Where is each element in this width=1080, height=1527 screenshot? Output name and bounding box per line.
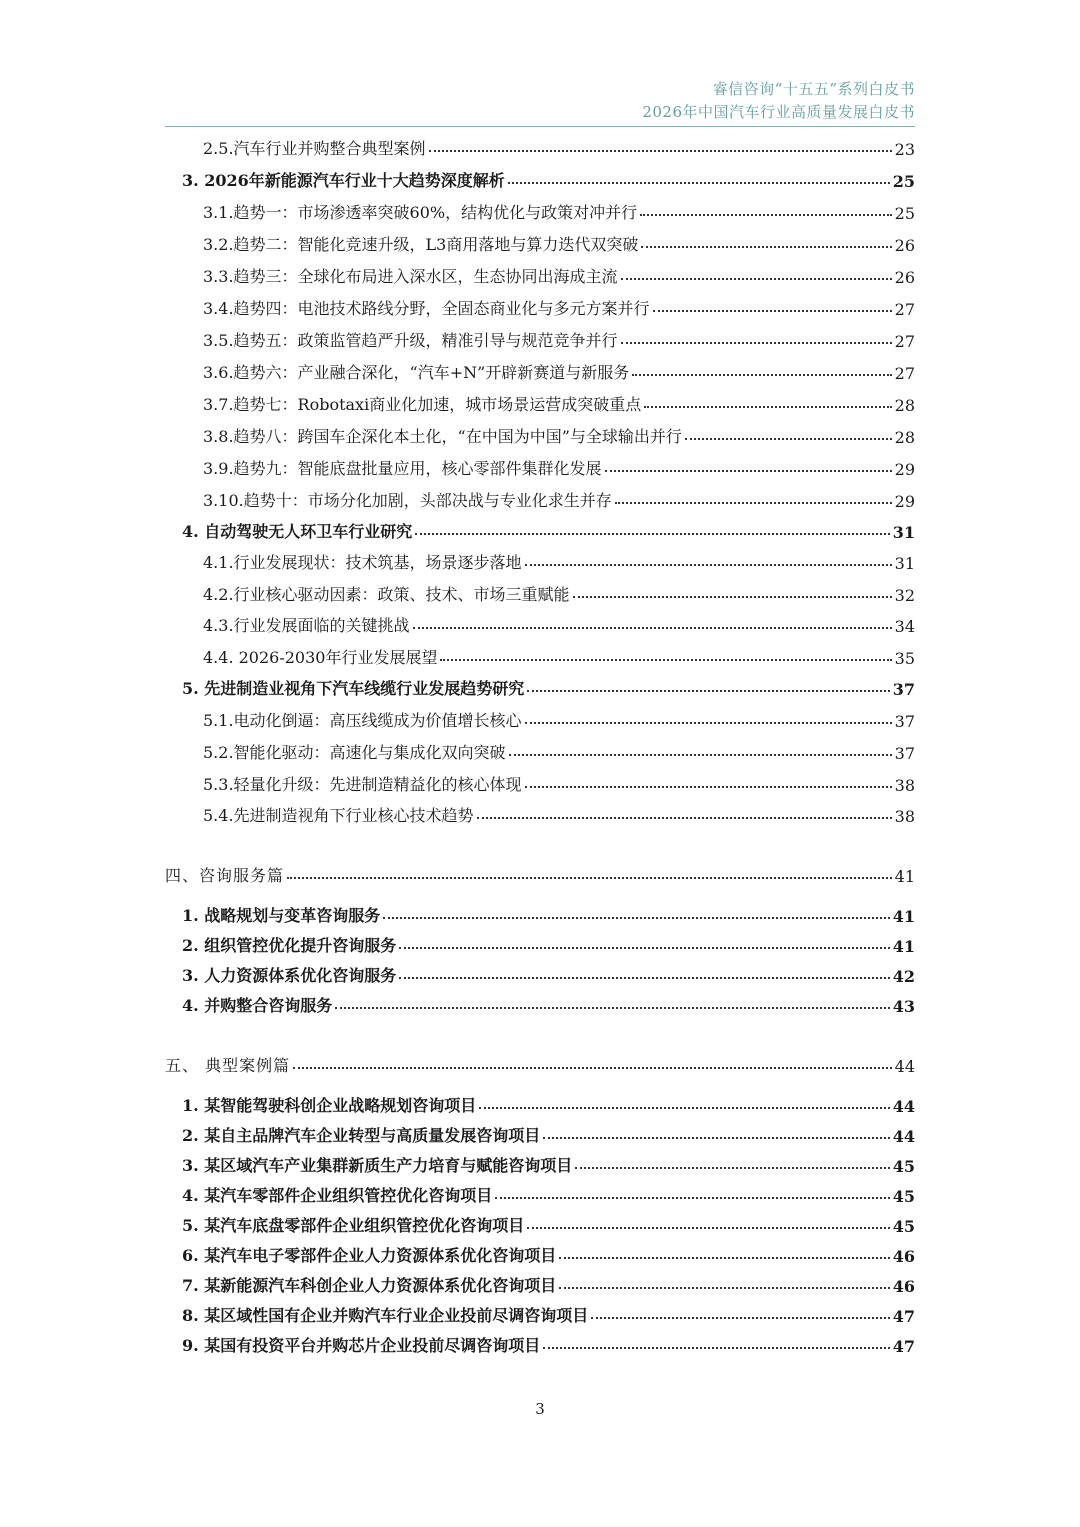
toc-entry-page: 29 (894, 492, 915, 511)
toc-entry-title: 4.2.行业核心驱动因素：政策、技术、市场三重赋能 (203, 585, 570, 604)
header-divider (165, 126, 915, 127)
toc-entry[interactable] (182, 1238, 915, 1266)
toc-entry-title: 5.2.智能化驱动：高速化与集成化双向突破 (203, 743, 506, 762)
toc-entry-page: 26 (894, 236, 915, 255)
toc-dot-leader (440, 659, 891, 661)
toc-entry-page: 31 (894, 554, 915, 573)
toc-entry-page: 35 (894, 649, 915, 668)
toc-entry-title: 3.5.趋势五：政策监管趋严升级，精准引导与规范竞争并行 (203, 331, 618, 350)
toc-dot-leader (615, 502, 892, 504)
toc-entry[interactable] (203, 387, 915, 415)
toc-entry[interactable] (203, 767, 915, 795)
toc-dot-leader (429, 150, 892, 152)
toc-entry-title: 5. 先进制造业视角下汽车线缆行业发展趋势研究 (182, 679, 525, 698)
toc-entry[interactable] (203, 798, 915, 826)
toc-entry[interactable] (203, 608, 915, 636)
toc-entry-title: 4. 并购整合咨询服务 (182, 996, 333, 1015)
toc-dot-leader (641, 246, 891, 248)
toc-dot-leader (525, 722, 892, 724)
toc-entry[interactable] (182, 514, 915, 542)
toc-entry[interactable] (203, 323, 915, 351)
toc-entry[interactable] (182, 928, 915, 956)
toc-entry-title: 4.3.行业发展面临的关键挑战 (203, 616, 410, 635)
toc-entry[interactable] (182, 898, 915, 926)
toc-entry-page: 38 (894, 807, 915, 826)
toc-entry-page: 45 (892, 1187, 915, 1206)
toc-entry-title: 6. 某汽车电子零部件企业人力资源体系优化咨询项目 (182, 1246, 557, 1265)
toc-dot-leader (399, 977, 889, 979)
toc-entry-title: 3.3.趋势三：全球化布局进入深水区，生态协同出海成主流 (203, 267, 618, 286)
toc-entry-title: 3. 某区域汽车产业集群新质生产力培育与赋能咨询项目 (182, 1156, 573, 1175)
toc-dot-leader (479, 1107, 889, 1109)
toc-entry-title: 3.6.趋势六：产业融合深化，“汽车+N”开辟新赛道与新服务 (203, 363, 630, 382)
toc-entry-title: 3.9.趋势九：智能底盘批量应用，核心零部件集群化发展 (203, 459, 602, 478)
toc-entry[interactable] (203, 195, 915, 223)
toc-entry-page: 41 (892, 937, 915, 956)
toc-entry-title: 4.1.行业发展现状：技术筑基，场景逐步落地 (203, 553, 522, 572)
page-number: 3 (535, 1400, 545, 1418)
toc-entry-page: 34 (894, 617, 915, 636)
toc-entry[interactable] (203, 355, 915, 383)
header-document-title: 2026年中国汽车行业高质量发展白皮书 (642, 103, 915, 121)
toc-entry-title: 5. 某汽车底盘零部件企业组织管控优化咨询项目 (182, 1216, 525, 1235)
toc-entry[interactable] (203, 291, 915, 319)
toc-entry-title: 8. 某区域性国有企业并购汽车行业企业投前尽调咨询项目 (182, 1306, 589, 1325)
toc-entry[interactable] (182, 1118, 915, 1146)
toc-entry[interactable] (165, 1048, 915, 1076)
toc-entry-page: 45 (892, 1217, 915, 1236)
toc-entry[interactable] (182, 1088, 915, 1116)
toc-entry-page: 27 (894, 300, 915, 319)
toc-entry-page: 47 (892, 1307, 915, 1326)
toc-entry[interactable] (203, 131, 915, 159)
toc-entry-title: 五、 典型案例篇 (165, 1056, 291, 1075)
toc-entry[interactable] (182, 671, 915, 699)
toc-entry-page: 44 (892, 1097, 915, 1116)
toc-entry-page: 27 (894, 332, 915, 351)
toc-entry[interactable] (203, 703, 915, 731)
toc-dot-leader (508, 182, 890, 184)
toc-dot-leader (413, 627, 892, 629)
toc-dot-leader (509, 754, 892, 756)
toc-entry-page: 32 (894, 586, 915, 605)
toc-dot-leader (293, 1067, 892, 1069)
toc-entry[interactable] (203, 451, 915, 479)
toc-entry-title: 3.10.趋势十：市场分化加剧，头部决战与专业化求生并存 (203, 491, 612, 510)
toc-entry-page: 28 (894, 396, 915, 415)
toc-entry[interactable] (203, 259, 915, 287)
toc-dot-leader (495, 1197, 889, 1199)
toc-entry[interactable] (182, 958, 915, 986)
toc-entry[interactable] (203, 419, 915, 447)
toc-entry-page: 28 (894, 428, 915, 447)
toc-entry-page: 44 (892, 1127, 915, 1146)
toc-dot-leader (399, 947, 889, 949)
toc-entry-title: 4.4. 2026-2030年行业发展展望 (203, 648, 438, 667)
toc-entry-title: 9. 某国有投资平台并购芯片企业投前尽调咨询项目 (182, 1336, 541, 1355)
toc-entry[interactable] (182, 1298, 915, 1326)
toc-dot-leader (525, 564, 892, 566)
toc-entry-title: 3.7.趋势七：Robotaxi商业化加速，城市场景运营成突破重点 (203, 395, 642, 414)
toc-entry-page: 44 (894, 1057, 915, 1076)
toc-entry-title: 5.3.轻量化升级：先进制造精益化的核心体现 (203, 775, 522, 794)
toc-entry[interactable] (182, 163, 915, 191)
toc-entry[interactable] (182, 1268, 915, 1296)
toc-dot-leader (543, 1347, 889, 1349)
header-series-title: 睿信咨询“十五五”系列白皮书 (712, 80, 915, 98)
toc-dot-leader (640, 214, 892, 216)
toc-dot-leader (559, 1257, 889, 1259)
toc-dot-leader (605, 470, 892, 472)
toc-entry[interactable] (203, 577, 915, 605)
toc-entry-page: 23 (894, 140, 915, 159)
toc-entry[interactable] (203, 735, 915, 763)
toc-dot-leader (527, 1227, 889, 1229)
toc-entry[interactable] (203, 545, 915, 573)
toc-entry-page: 31 (892, 523, 915, 542)
toc-entry-page: 47 (892, 1337, 915, 1356)
toc-entry-title: 3.2.趋势二：智能化竞速升级，L3商用落地与算力迭代双突破 (203, 235, 639, 254)
toc-entry-page: 41 (894, 867, 915, 886)
toc-entry-title: 3. 人力资源体系优化咨询服务 (182, 966, 397, 985)
toc-dot-leader (335, 1007, 889, 1009)
toc-dot-leader (543, 1137, 889, 1139)
toc-entry-page: 29 (894, 460, 915, 479)
toc-dot-leader (477, 817, 892, 819)
toc-entry-page: 37 (894, 744, 915, 763)
toc-entry-page: 25 (894, 204, 915, 223)
toc-entry-title: 5.1.电动化倒逼：高压线缆成为价值增长核心 (203, 711, 522, 730)
toc-dot-leader (621, 278, 892, 280)
toc-dot-leader (644, 406, 891, 408)
toc-entry-title: 5.4.先进制造视角下行业核心技术趋势 (203, 806, 474, 825)
toc-entry[interactable] (182, 1148, 915, 1176)
toc-entry-title: 4. 某汽车零部件企业组织管控优化咨询项目 (182, 1186, 493, 1205)
toc-entry-title: 四、咨询服务篇 (165, 866, 285, 885)
toc-entry[interactable] (182, 988, 915, 1016)
toc-entry-page: 43 (892, 997, 915, 1016)
toc-entry-title: 3. 2026年新能源汽车行业十大趋势深度解析 (182, 171, 505, 190)
toc-entry[interactable] (182, 1208, 915, 1236)
toc-dot-leader (632, 374, 891, 376)
toc-entry-page: 37 (892, 680, 915, 699)
toc-dot-leader (621, 342, 892, 344)
toc-entry-title: 3.1.趋势一：市场渗透率突破60%，结构优化与政策对冲并行 (203, 203, 638, 222)
toc-entry-title: 2.5.汽车行业并购整合典型案例 (203, 139, 426, 158)
toc-entry-title: 3.4.趋势四：电池技术路线分野，全固态商业化与多元方案并行 (203, 299, 650, 318)
toc-entry-title: 4. 自动驾驶无人环卫车行业研究 (182, 522, 413, 541)
toc-dot-leader (573, 596, 892, 598)
toc-entry-page: 42 (892, 967, 915, 986)
toc-dot-leader (575, 1167, 889, 1169)
toc-dot-leader (525, 786, 892, 788)
toc-dot-leader (591, 1317, 889, 1319)
toc-entry-title: 1. 某智能驾驶科创企业战略规划咨询项目 (182, 1096, 477, 1115)
toc-dot-leader (653, 310, 892, 312)
toc-entry[interactable] (182, 1328, 915, 1356)
toc-entry-title: 3.8.趋势八：跨国车企深化本土化，“在中国为中国”与全球输出并行 (203, 427, 682, 446)
toc-dot-leader (415, 533, 889, 535)
toc-entry-page: 38 (894, 776, 915, 795)
toc-entry-title: 2. 组织管控优化提升咨询服务 (182, 936, 397, 955)
toc-dot-leader (685, 438, 892, 440)
toc-entry-page: 41 (892, 907, 915, 926)
toc-entry[interactable] (203, 640, 915, 668)
toc-entry-page: 46 (892, 1247, 915, 1266)
toc-entry-page: 25 (892, 172, 915, 191)
toc-entry-title: 2. 某自主品牌汽车企业转型与高质量发展咨询项目 (182, 1126, 541, 1145)
toc-entry[interactable] (165, 858, 915, 886)
toc-entry-page: 45 (892, 1157, 915, 1176)
toc-entry-page: 26 (894, 268, 915, 287)
toc-entry[interactable] (203, 227, 915, 255)
toc-dot-leader (287, 877, 892, 879)
toc-dot-leader (383, 917, 889, 919)
toc-entry-page: 27 (894, 364, 915, 383)
toc-entry[interactable] (182, 1178, 915, 1206)
toc-entry-page: 37 (894, 712, 915, 731)
toc-dot-leader (559, 1287, 889, 1289)
toc-entry[interactable] (203, 483, 915, 511)
toc-entry-title: 7. 某新能源汽车科创企业人力资源体系优化咨询项目 (182, 1276, 557, 1295)
toc-entry-page: 46 (892, 1277, 915, 1296)
toc-entry-title: 1. 战略规划与变革咨询服务 (182, 906, 381, 925)
toc-dot-leader (527, 690, 889, 692)
